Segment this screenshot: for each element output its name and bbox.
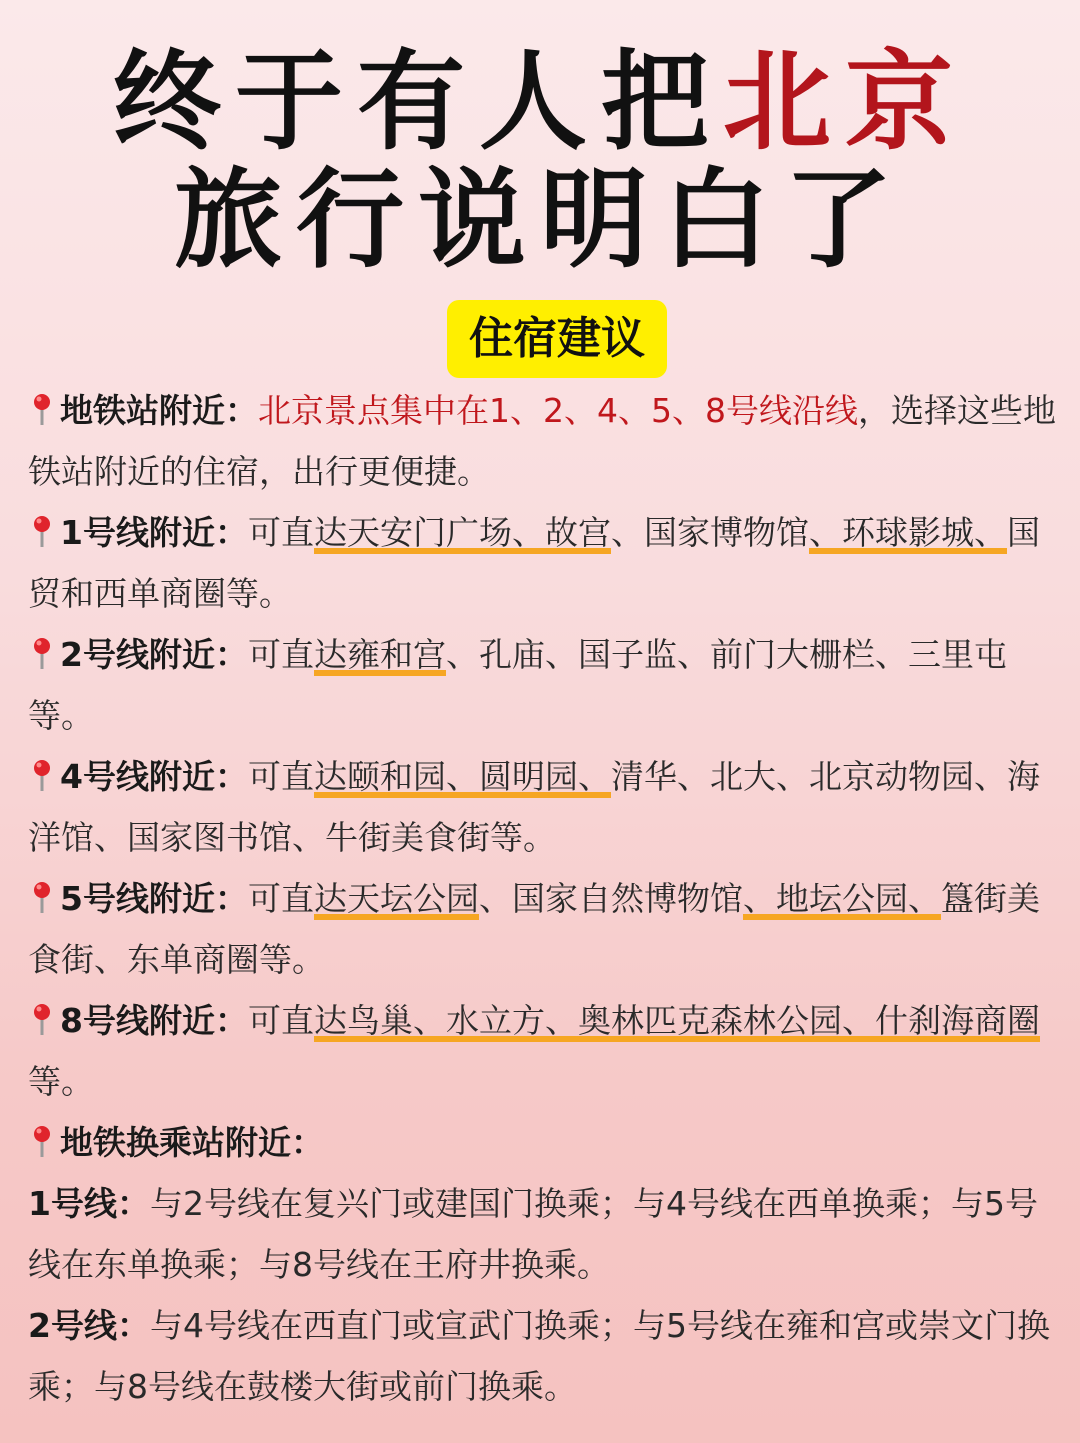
underlined-text: 达天坛公园 xyxy=(313,879,479,918)
paragraph-label: 地铁站附近： xyxy=(60,391,258,430)
content-body xyxy=(28,380,1064,1417)
section-badge: 住宿建议 xyxy=(447,300,667,378)
paragraph-text: 可直 xyxy=(247,879,314,918)
paragraph-text: 可直 xyxy=(247,757,314,796)
paragraph-label: 5号线附近： xyxy=(60,879,248,918)
pushpin-icon xyxy=(28,636,56,670)
paragraph-text: 、孔庙、国子监、前门大栅栏、三里屯等。 xyxy=(28,635,1007,735)
pushpin-icon xyxy=(28,392,56,426)
paragraph-text: ，选择这些地铁站附近的住宿，出行更便捷。 xyxy=(28,391,1056,491)
paragraph-text: 清华、北大、北京动物园、海洋馆、国家图书馆、牛街美食街等。 xyxy=(28,757,1040,857)
paragraph-text: 可直 xyxy=(247,513,314,552)
paragraph-label: 1号线： xyxy=(28,1184,150,1223)
underlined-text: 圈 xyxy=(1006,1001,1040,1040)
paragraph-text: 、国家博物馆 xyxy=(610,513,809,552)
paragraph-line-4 xyxy=(28,746,1064,868)
title-line-2: 旅行说明白了 xyxy=(173,157,906,283)
paragraph-text: 国贸和西单商圈等。 xyxy=(28,513,1040,613)
paragraph-text: 与2号线在复兴门或建国门换乘；与4号线在西单换乘；与5号线在东单换乘；与8号线在王府井换乘。 xyxy=(28,1184,1038,1284)
paragraph-text: 簋街美食街、东单商圈等。 xyxy=(28,879,1040,979)
paragraph-line-5 xyxy=(28,868,1064,990)
underlined-text: 达天安门广场、故宫 xyxy=(313,513,611,552)
title-line-1 xyxy=(0,39,1080,165)
paragraph-text: 可直 xyxy=(247,1001,314,1040)
paragraph-text: 可直 xyxy=(247,635,314,674)
underlined-text: 达雍和宫 xyxy=(313,635,446,674)
highlight-red-text: 北京景点集中在1、2、4、5、8号线沿线 xyxy=(258,391,858,430)
paragraph-text: 等。 xyxy=(28,1062,94,1101)
paragraph-text: 、国家自然博物馆 xyxy=(478,879,743,918)
title-red-part: 北京 xyxy=(723,39,968,165)
paragraph-transfer-line-2 xyxy=(28,1295,1064,1417)
underlined-text: 达鸟巢、水立方、奥林匹克森林公园、什刹海商 xyxy=(313,1001,1007,1040)
paragraph-transfer-line-1 xyxy=(28,1173,1064,1295)
paragraph-line-8 xyxy=(28,990,1064,1112)
paragraph-label: 2号线： xyxy=(28,1306,150,1345)
pushpin-icon xyxy=(28,758,56,792)
paragraph-label: 地铁换乘站附近： xyxy=(60,1123,324,1162)
paragraph-subway-nearby xyxy=(28,380,1064,502)
paragraph-label: 2号线附近： xyxy=(60,635,248,674)
paragraph-line-1 xyxy=(28,502,1064,624)
pushpin-icon xyxy=(28,1124,56,1158)
paragraph-label: 1号线附近： xyxy=(60,513,248,552)
pushpin-icon xyxy=(28,1002,56,1036)
pushpin-icon xyxy=(28,514,56,548)
underlined-text: 、地坛公园、 xyxy=(742,879,941,918)
paragraph-text: 与4号线在西直门或宣武门换乘；与5号线在雍和宫或崇文门换乘；与8号线在鼓楼大街或前门换乘。 xyxy=(28,1306,1050,1406)
paragraph-label: 4号线附近： xyxy=(60,757,248,796)
paragraph-label: 8号线附近： xyxy=(60,1001,248,1040)
paragraph-line-2 xyxy=(28,624,1064,746)
pushpin-icon xyxy=(28,880,56,914)
title-black-part: 终于有人把 xyxy=(112,39,723,165)
paragraph-transfer-stations xyxy=(28,1112,1064,1173)
underlined-text: 达颐和园、圆明园、 xyxy=(313,757,611,796)
underlined-text: 、环球影城、 xyxy=(808,513,1007,552)
